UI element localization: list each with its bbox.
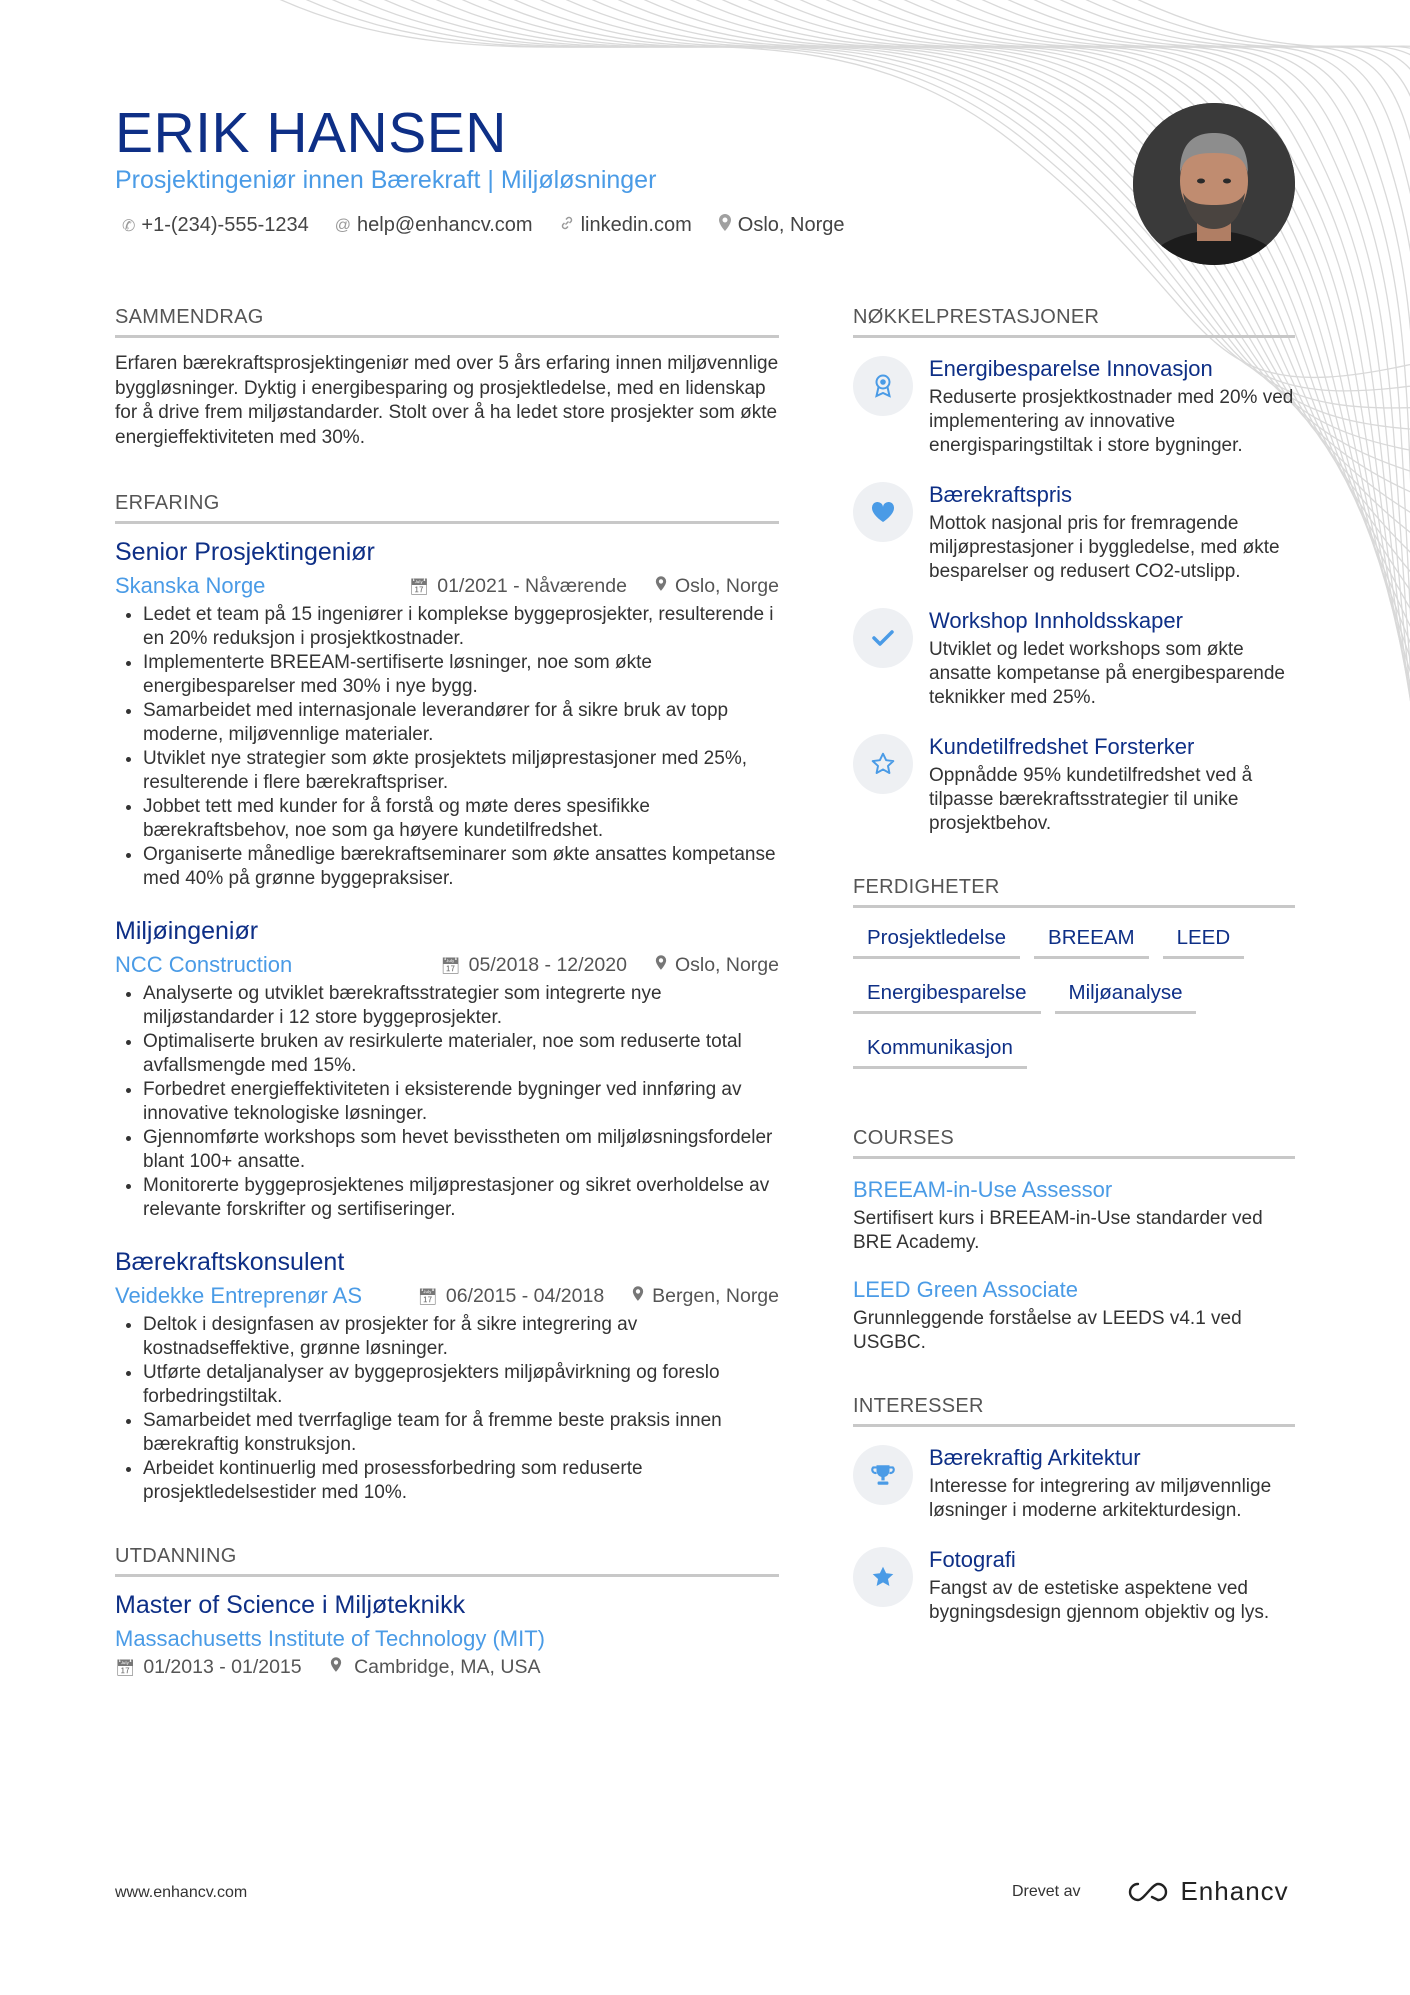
job-bullets [115,1313,779,1505]
job-bullet: • Analyserte og utviklet bærekraftsstrategier som integrerte nye miljøstandarder i 12 store byggeprosjekter. [143,982,779,1030]
achievement-item [853,608,1295,710]
job-dates [409,575,627,598]
course-description: Sertifisert kurs i BREEAM-in-Use standarder ved BRE Academy. [853,1208,1263,1253]
job-company: Veidekke Entreprenør AS [115,1283,363,1308]
brand-name: Enhancv [1180,1876,1289,1906]
education-meta [115,1656,779,1679]
item-description: Interesse for integrering av miljøvennlige løsninger i moderne arkitekturdesign. [929,1476,1272,1521]
headline: Prosjektingeniør innen Bærekraft | Miljøløsninger [115,166,657,194]
education-heading: UTDANNING [115,1545,779,1577]
job-title: Bærekraftskonsulent [115,1248,345,1276]
location-pin-icon [718,214,732,237]
item-title: Energibesparelse Innovasjon [929,356,1213,381]
job-meta [115,573,779,599]
achievements-heading: NØKKELPRESTASJONER [853,306,1295,338]
item-body [929,1445,1295,1523]
item-title: Kundetilfredshet Forsterker [929,734,1195,759]
candidate-name: ERIK HANSEN [115,101,507,165]
item-description: Mottok nasjonal pris for fremragende miljøprestasjoner i byggledelse, med økte besparelser og redusert CO2-utslipp. [929,513,1280,582]
job-meta-right [440,954,779,977]
item-body [929,734,1295,836]
job-entry [115,917,779,1222]
location-pin-icon [632,1289,644,1306]
job-company: Skanska Norge [115,573,266,598]
job-location-text: Oslo, Norge [674,953,779,976]
course-item [853,1277,1295,1355]
skill-tag: Energibesparelse [853,977,1041,1014]
job-bullet: • Jobbet tett med kunder for å forstå og møte deres spesifikke bærekraftsbehov, noe som ga høyere kundetilfredshet. [143,795,779,843]
checkmark-icon [853,608,913,668]
job-location [655,575,779,598]
job-meta-right [409,575,779,598]
right-column [853,306,1295,1649]
footer-brand-area [1012,1876,1289,1907]
left-column [115,306,779,1679]
job-dates-text: 06/2015 - 04/2018 [445,1284,605,1307]
interests-heading: INTERESSER [853,1395,1295,1427]
item-body [929,1547,1295,1625]
contact-bar [122,214,844,237]
link-icon [559,215,575,236]
job-dates-text: 01/2021 - Nåværende [437,574,627,597]
star-outline-icon [853,734,913,794]
job-bullet: • Samarbeidet med tverrfaglige team for å fremme beste praksis innen bærekraftig konstruksjon. [143,1409,779,1457]
job-company: NCC Construction [115,952,293,977]
star-icon [853,1547,913,1607]
item-title: Fotografi [929,1547,1016,1572]
education-degree: Master of Science i Miljøteknikk [115,1591,466,1619]
footer-website[interactable]: www.enhancv.com [115,1884,248,1901]
job-bullet: • Monitorerte byggeprosjektenes miljøprestasjoner og sikret overholdelse av relevante forskrifter og sertifiseringer. [143,1174,779,1222]
calendar-icon: 📅︎ [115,1660,136,1677]
job-location-text: Oslo, Norge [674,574,779,597]
heart-icon [853,482,913,542]
contact-email-text: help@enhancv.com [357,214,533,236]
infinity-logo-icon [1126,1880,1170,1904]
skill-tag: Kommunikasjon [853,1032,1027,1069]
education-dates-text: 01/2013 - 01/2015 [143,1656,302,1678]
courses-list [853,1177,1295,1355]
interest-item [853,1445,1295,1523]
job-bullet: • Arbeidet kontinuerlig med prosessforbedring som reduserte prosjektledelsestider med 10%. [143,1457,779,1505]
location-pin-icon [330,1660,346,1677]
job-bullet: • Samarbeidet med internasjonale leverandører for å sikre bruk av topp moderne, miljøvennlige materialer. [143,699,779,747]
job-bullet: • Gjennomførte workshops som hevet bevisstheten om miljøløsningsfordeler blant 100+ ansatte. [143,1126,779,1174]
item-description: Utviklet og ledet workshops som økte ansatte kompetanse på energibesparende teknikker med 25%. [929,639,1285,708]
achievement-item [853,482,1295,584]
job-bullet: • Forbedret energieffektiviteten i eksisterende bygninger ved innføring av innovative teknologiske løsninger. [143,1078,779,1126]
trophy-icon [853,1445,913,1505]
contact-location [718,214,845,237]
calendar-icon: 📅︎ [408,578,430,596]
courses-heading: COURSES [853,1127,1295,1159]
job-entry [115,1248,779,1505]
item-body [929,356,1295,458]
calendar-icon: 📅︎ [440,957,461,975]
job-title: Senior Prosjektingeniør [115,538,375,566]
at-icon: @ [334,216,351,234]
award-icon [853,356,913,416]
experience-heading: ERFARING [115,492,779,524]
achievement-item [853,356,1295,458]
skill-tag: BREEAM [1034,922,1149,959]
education-dates [115,1656,302,1679]
job-bullet: • Implementerte BREEAM-sertifiserte løsninger, noe som økte energibesparelser med 30% i nye bygg. [143,651,779,699]
contact-linkedin[interactable] [559,214,692,237]
education-school: Massachusetts Institute of Technology (MIT) [115,1626,545,1651]
summary-text: Erfaren bærekraftsprosjektingeniør med over 5 års erfaring innen miljøvennlige byggløsninger. Dyktig i energibesparing og prosjektledelse, med en lidenskap for å drive frem miljøstandarder. Stolt over å ha ledet store prosjekter som økte energieffektiviteten med 30%. [115,353,779,448]
interests-list [853,1445,1295,1625]
job-dates-text: 05/2018 - 12/2020 [468,953,627,976]
job-location-text: Bergen, Norge [652,1284,779,1307]
profile-photo [1133,103,1295,265]
job-bullets [115,603,779,891]
job-meta [115,1283,779,1309]
item-body [929,608,1295,710]
skills-heading: FERDIGHETER [853,876,1295,908]
skill-tag: LEED [1163,922,1245,959]
job-bullets [115,982,779,1222]
achievements-list [853,356,1295,836]
job-bullet: • Utviklet nye strategier som økte prosjektets miljøprestasjoner med 25%, resulterende i flere bærekraftspriser. [143,747,779,795]
course-title: LEED Green Associate [853,1277,1079,1302]
job-meta-right [418,1285,779,1308]
location-pin-icon [655,958,667,975]
contact-phone[interactable] [122,214,309,237]
job-location [632,1285,779,1308]
job-meta [115,952,779,978]
course-description: Grunnleggende forståelse av LEEDS v4.1 ved USGBC. [853,1308,1242,1353]
item-body [929,482,1295,584]
experience-list [115,538,779,1505]
course-title: BREEAM-in-Use Assessor [853,1177,1113,1202]
item-description: Fangst av de estetiske aspektene ved bygningsdesign gjennom objektiv og lys. [929,1578,1270,1623]
interest-item [853,1547,1295,1625]
job-bullet: • Organiserte månedlige bærekraftseminarer som økte ansattes kompetanse med 40% på grønne byggepraksiser. [143,843,779,891]
enhancv-logo[interactable] [1126,1876,1288,1907]
education-location-text: Cambridge, MA, USA [354,1656,541,1678]
job-entry [115,538,779,891]
job-dates [418,1285,605,1308]
item-title: Workshop Innholdsskaper [929,608,1183,633]
item-title: Bærekraftspris [929,482,1073,507]
item-description: Oppnådde 95% kundetilfredshet ved å tilpasse bærekraftsstrategier til unike prosjektbehov. [929,765,1253,834]
education-location [330,1656,541,1679]
job-location [655,954,779,977]
phone-icon: ✆ [122,217,136,235]
job-bullet: • Optimaliserte bruken av resirkulerte materialer, noe som reduserte total avfallsmengde med 15%. [143,1030,779,1078]
item-description: Reduserte prosjektkostnader med 20% ved implementering av innovative energisparingstiltak i store bygninger. [929,387,1294,456]
job-title: Miljøingeniør [115,917,259,945]
achievement-item [853,734,1295,836]
summary-heading: SAMMENDRAG [115,306,779,338]
course-item [853,1177,1295,1255]
job-bullet: • Utførte detaljanalyser av byggeprosjekters miljøpåvirkning og foreslo forbedringstiltak. [143,1361,779,1409]
contact-location-text: Oslo, Norge [737,214,845,236]
powered-by-label: Drevet av [1012,1882,1081,1900]
contact-linkedin-text: linkedin.com [580,214,692,236]
location-pin-icon [655,579,667,596]
contact-email[interactable] [335,214,533,237]
item-title: Bærekraftig Arkitektur [929,1445,1141,1470]
job-bullet: • Deltok i designfasen av prosjekter for å sikre integrering av kostnadseffektive, grønne løsninger. [143,1313,779,1361]
calendar-icon: 📅︎ [417,1288,438,1306]
contact-phone-text: +1-(234)-555-1234 [141,214,309,236]
job-bullet: • Ledet et team på 15 ingeniører i komplekse byggeprosjekter, resulterende i en 20% reduksjon i prosjektkostnader. [143,603,779,651]
skills-list [853,922,1295,1069]
job-dates [440,954,627,977]
skill-tag: Miljøanalyse [1055,977,1197,1014]
skill-tag: Prosjektledelse [853,922,1020,959]
